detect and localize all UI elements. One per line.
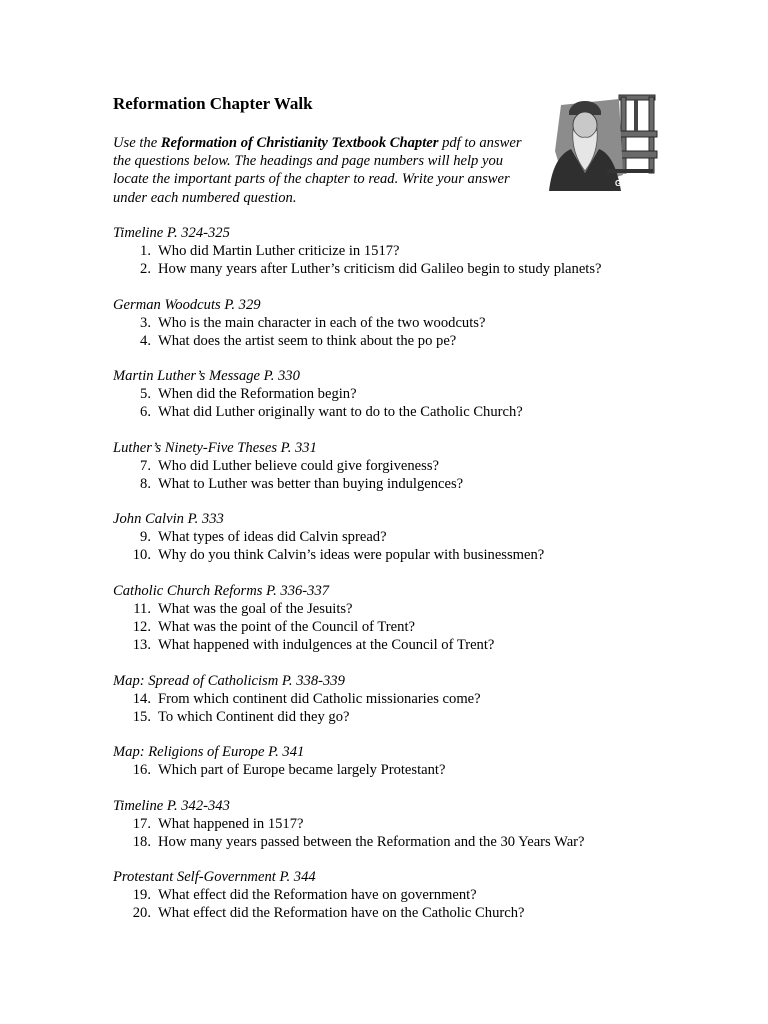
section-heading: Map: Religions of Europe P. 341 xyxy=(113,744,305,761)
question-text: What does the artist seem to think about the po pe? xyxy=(158,332,457,349)
question-item xyxy=(113,332,733,350)
question-number: 10. xyxy=(132,547,151,564)
question-text: What effect did the Reformation have on the Catholic Church? xyxy=(158,905,525,922)
question-number: 16. xyxy=(132,762,151,779)
question-text: Why do you think Calvin’s ideas were popular with businessmen? xyxy=(158,547,545,564)
question-item xyxy=(113,708,733,726)
section-heading: German Woodcuts P. 329 xyxy=(113,296,261,313)
section-heading: Timeline P. 342-343 xyxy=(113,797,230,814)
question-number: 20. xyxy=(132,905,151,922)
question-item xyxy=(113,618,733,636)
question-text: What happened in 1517? xyxy=(158,815,304,832)
gutenberg-caption: Gutenberg xyxy=(615,179,656,188)
question-item xyxy=(113,636,733,654)
question-number: 18. xyxy=(132,833,151,850)
question-section xyxy=(113,510,733,564)
section-heading: Catholic Church Reforms P. 336-337 xyxy=(113,582,330,599)
question-number: 11. xyxy=(133,600,151,617)
question-text: How many years passed between the Reformation and the 30 Years War? xyxy=(158,833,585,850)
question-item xyxy=(113,403,733,421)
section-heading: Map: Spread of Catholicism P. 338-339 xyxy=(113,672,345,689)
question-section xyxy=(113,868,733,922)
question-text: What to Luther was better than buying indulgences? xyxy=(158,475,464,492)
instructions-paragraph xyxy=(113,134,533,207)
question-number: 2. xyxy=(140,261,151,277)
question-text: From which continent did Catholic missionaries come? xyxy=(158,690,481,707)
question-text: What effect did the Reformation have on government? xyxy=(158,887,477,904)
question-item xyxy=(113,385,733,403)
question-item xyxy=(113,690,733,708)
question-text: Which part of Europe became largely Protestant? xyxy=(158,762,446,779)
question-text: To which Continent did they go? xyxy=(158,708,350,725)
question-text: How many years after Luther’s criticism did Galileo begin to study planets? xyxy=(158,261,602,277)
question-section xyxy=(113,439,733,493)
question-section xyxy=(113,797,733,851)
question-text: When did the Reformation begin? xyxy=(158,386,357,403)
question-text: What happened with indulgences at the Council of Trent? xyxy=(158,636,495,653)
question-item xyxy=(113,886,733,904)
section-heading: Protestant Self-Government P. 344 xyxy=(113,869,316,886)
question-text: Who did Martin Luther criticize in 1517? xyxy=(158,243,400,259)
question-section xyxy=(113,582,733,654)
question-number: 15. xyxy=(132,708,151,725)
question-item xyxy=(113,314,733,332)
question-number: 6. xyxy=(140,404,151,421)
question-text: Who did Luther believe could give forgiveness? xyxy=(158,457,439,474)
section-heading: John Calvin P. 333 xyxy=(113,511,224,528)
question-section xyxy=(113,296,733,350)
question-item xyxy=(113,457,733,475)
section-heading: Luther’s Ninety-Five Theses P. 331 xyxy=(113,439,317,456)
question-number: 1. xyxy=(140,243,151,259)
question-number: 8. xyxy=(140,475,151,492)
question-item xyxy=(113,904,733,922)
question-item xyxy=(113,242,733,260)
question-item xyxy=(113,761,733,779)
page-title: Reformation Chapter Walk xyxy=(113,94,313,113)
question-section xyxy=(113,743,733,779)
question-item xyxy=(113,475,733,493)
question-number: 12. xyxy=(132,618,151,635)
question-number: 5. xyxy=(140,386,151,403)
question-item xyxy=(113,600,733,618)
question-number: 19. xyxy=(132,887,151,904)
question-number: 13. xyxy=(132,636,151,653)
question-text: What types of ideas did Calvin spread? xyxy=(158,529,387,546)
question-text: What was the point of the Council of Trent? xyxy=(158,618,415,635)
question-number: 9. xyxy=(140,529,151,546)
question-sections xyxy=(113,224,733,940)
question-item xyxy=(113,546,733,564)
question-number: 7. xyxy=(140,457,151,474)
intro-text-end: pdf to answer the questions below. The headings and page numbers will help you locate the important parts of the chapter to read. Write your answer under each numbered question. xyxy=(113,135,522,206)
question-number: 14. xyxy=(132,690,151,707)
question-number: 17. xyxy=(132,815,151,832)
question-section xyxy=(113,672,733,726)
question-item xyxy=(113,260,733,278)
question-item xyxy=(113,833,733,851)
gutenberg-illustration xyxy=(531,91,659,195)
section-heading: Martin Luther’s Message P. 330 xyxy=(113,368,300,385)
question-text: Who is the main character in each of the two woodcuts? xyxy=(158,314,486,331)
question-number: 3. xyxy=(140,314,151,331)
intro-text-start: Use the xyxy=(113,135,161,151)
question-item xyxy=(113,815,733,833)
question-section xyxy=(113,367,733,421)
question-number: 4. xyxy=(140,332,151,349)
textbook-chapter-name: Reformation of Christianity Textbook Chapter xyxy=(160,135,439,151)
question-text: What did Luther originally want to do to the Catholic Church? xyxy=(158,404,523,421)
question-text: What was the goal of the Jesuits? xyxy=(158,600,353,617)
question-section xyxy=(113,224,733,278)
question-item xyxy=(113,528,733,546)
section-heading: Timeline P. 324-325 xyxy=(113,225,230,241)
